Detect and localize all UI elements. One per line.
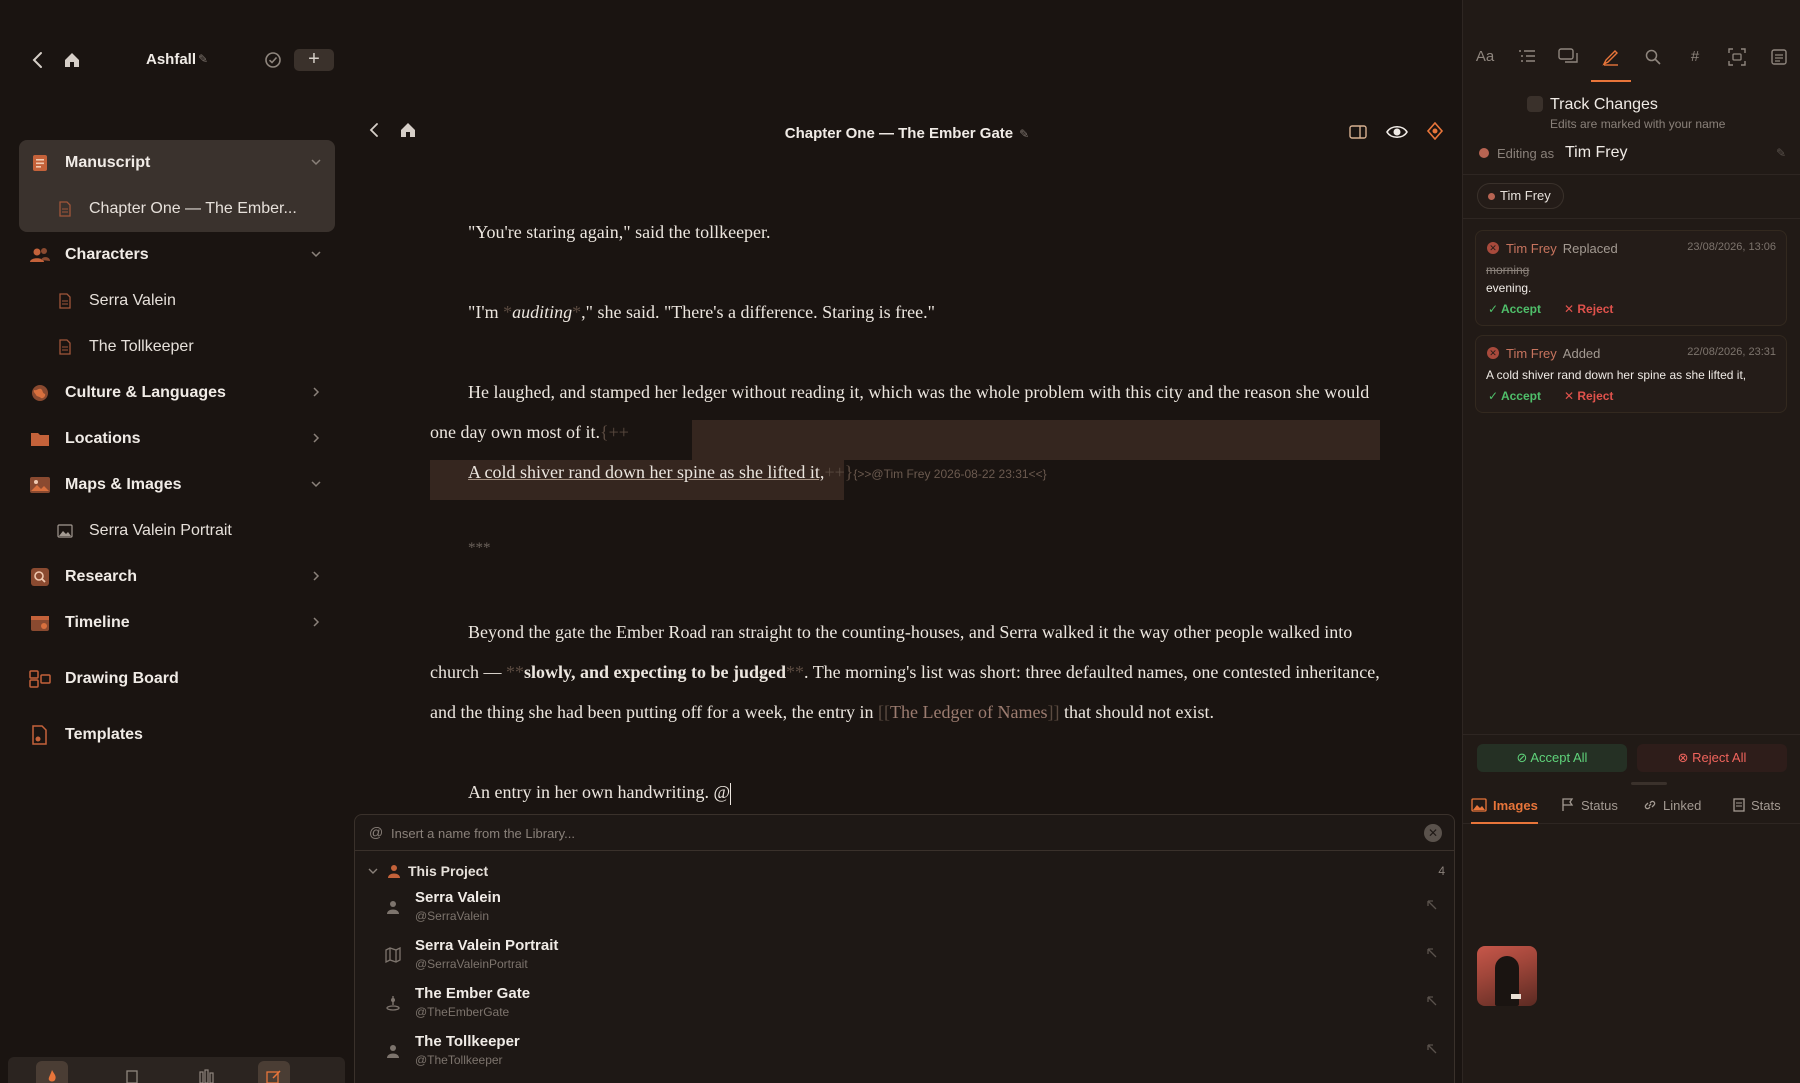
reject-label: Reject [1577,389,1614,403]
mention-item-handle: @TheTollkeeper [415,1053,503,1067]
tab-typography[interactable] [1465,48,1505,82]
mention-group-count: 4 [1438,864,1445,878]
close-icon[interactable]: ✕ [1424,824,1442,842]
split-view-icon[interactable] [1349,124,1367,140]
tab-outline[interactable] [1507,48,1547,82]
tab-status[interactable] [1561,798,1618,824]
bold-marker: ** [786,662,805,682]
edit-name-icon[interactable]: ✎ [1775,146,1786,160]
reject-circle-icon: ✕ [1487,242,1499,254]
templates-icon [29,724,51,746]
sidebar-item-label: Maps & Images [65,476,182,493]
arrow-up-left-icon [1426,1043,1438,1055]
preview-eye-icon[interactable] [1386,123,1408,141]
sidebar-item-manuscript[interactable] [19,140,335,186]
mention-item-name: The Ember Gate [415,985,531,1002]
tab-comments[interactable] [1549,48,1589,82]
mention-group-header[interactable] [367,861,1445,883]
bottom-panel-tabs [1463,792,1800,824]
mention-item-name: Serra Valein [415,889,501,906]
mention-item[interactable] [355,933,1454,979]
add-button[interactable]: + [294,49,334,71]
focus-mode-icon[interactable] [1426,122,1444,140]
mention-item[interactable] [355,1029,1454,1075]
inserted-text: A cold shiver rand down her spine as she lifted it, [468,462,825,482]
tab-linked-label: Linked [1663,798,1702,813]
mention-item[interactable] [355,981,1454,1027]
track-changes-title: Track Changes [1550,96,1658,113]
sidebar-item-drawing-board[interactable] [19,656,335,702]
tab-track-changes[interactable] [1591,48,1631,82]
sidebar-item-label: Culture & Languages [65,384,226,401]
accept-button[interactable]: ✓ Accept [1488,302,1541,316]
back-icon[interactable] [28,50,48,70]
author-filter-chip[interactable]: Tim Frey [1477,183,1564,209]
document-title[interactable] [352,125,1462,142]
paragraph [430,372,1380,452]
italic-marker: * [503,302,513,322]
mention-popup [354,814,1455,1083]
tracked-insertion[interactable] [430,452,1380,494]
sidebar-bottom-toolbar [8,1057,345,1083]
editor-header [352,108,1462,150]
project-title[interactable]: Ashfall [146,51,197,68]
reject-button[interactable]: ✕ Reject [1564,302,1614,316]
drawing-board-icon [29,668,51,690]
editing-as-name[interactable]: Tim Frey [1565,144,1628,161]
arrow-up-left-icon [1426,947,1438,959]
mention-item-handle: @SerraValein [415,909,489,923]
paragraph-text: "You're staring again," said the tollkeeper. [468,222,771,242]
research-icon [29,566,51,588]
paragraph-text: An entry in her own handwriting. @ [468,782,731,802]
paragraph [430,292,1380,332]
deleted-text: morning [1486,263,1530,277]
comments-icon [1558,48,1580,66]
sidebar-item-maps-images[interactable] [19,462,335,508]
document-icon [57,339,73,355]
chevron-right-icon[interactable] [309,431,323,445]
link-bracket: [[ [878,702,891,722]
change-date: 22/08/2026, 23:31 [1687,346,1776,358]
mention-item-handle: @TheEmberGate [415,1005,510,1019]
insertion-marker: {++ [599,422,629,442]
tab-search[interactable] [1633,48,1673,82]
reject-all-button[interactable]: ⊗ Reject All [1637,744,1787,772]
accept-label: Accept [1500,389,1541,403]
check-circle-icon[interactable] [264,51,282,69]
sidebar-item-characters[interactable] [19,232,335,278]
bold-text: slowly, and expecting to be judged [523,662,787,682]
flag-icon [1561,798,1575,812]
timeline-icon [29,612,51,634]
mention-item[interactable] [355,885,1454,931]
divider [1463,218,1800,219]
panel-resize-handle[interactable] [1631,782,1667,785]
image-thumbnail[interactable] [1477,946,1537,1006]
change-author [1506,241,1618,256]
paragraph-text: "I'm [468,302,504,322]
hash-icon: # [1690,48,1700,65]
tab-images[interactable] [1471,798,1538,824]
track-changes-toggle[interactable] [1527,96,1543,112]
paragraph [430,612,1380,732]
text-cursor [730,783,731,805]
paragraph [430,772,1380,812]
person-icon [385,899,401,915]
author-color-dot [1479,148,1489,158]
insertion-marker: ++} [824,462,854,482]
tab-images-label: Images [1493,798,1538,813]
globe-icon [29,382,51,404]
paragraph-text: Beyond the gate the Ember Road ran straight to the counting-houses, and Serra walked it the way other people walked into church — [430,622,1353,682]
arrow-up-left-icon [1426,995,1438,1007]
notes-icon [1770,48,1788,66]
reject-button[interactable]: ✕ Reject [1564,389,1614,403]
chevron-right-icon[interactable] [309,385,323,399]
change-type: Added [1562,346,1601,361]
sidebar-item-serra-valein-portrait[interactable] [19,508,335,554]
person-icon [385,1043,401,1059]
sidebar-item-label: Serra Valein [89,292,176,309]
folder-icon [29,428,51,450]
image-icon [57,523,73,539]
link-icon [1643,798,1657,812]
change-date: 23/08/2026, 13:06 [1687,241,1776,253]
location-pin-icon [385,995,401,1011]
font-icon: Aa [1475,48,1495,65]
tab-status-label: Status [1581,798,1618,813]
outline-list-icon [1518,48,1536,64]
home-icon[interactable] [62,50,82,70]
sidebar-item-label: Serra Valein Portrait [89,522,232,539]
divider [1463,734,1800,735]
search-icon [1644,48,1662,66]
tab-stats-label: Stats [1751,798,1781,813]
accept-all-label: Accept All [1530,750,1588,765]
arrow-up-left-icon [1426,899,1438,911]
portrait-book [1511,994,1521,999]
inspector-panel [1462,0,1800,1083]
added-text: A cold shiver rand down her spine as she lifted it, [1486,368,1747,382]
added-text: evening. [1486,281,1532,295]
sidebar-item-label: Drawing Board [65,670,179,687]
image-icon [29,474,51,496]
mention-search-input[interactable] [391,823,1291,843]
accept-label: Accept [1500,302,1541,316]
tab-snapshot[interactable] [1717,48,1757,82]
italic-marker: * [572,302,582,322]
paragraph-text: He laughed, and stamped her ledger without reading it, which was the whole problem with this city and the reason she would one day own most of it. [430,382,1370,442]
chevron-down-icon[interactable] [309,247,323,261]
wiki-link[interactable]: The Ledger of Names [890,702,1048,722]
editing-as-label: Editing as [1497,146,1555,161]
tab-linked[interactable] [1643,798,1701,824]
mention-item-name: Serra Valein Portrait [415,937,559,954]
sidebar-item-label: Research [65,568,138,585]
accept-all-button[interactable]: ⊘ Accept All [1477,744,1627,772]
sidebar-item-label: Locations [65,430,141,447]
mention-item-handle: @SerraValeinPortrait [415,957,528,971]
map-icon [385,947,401,963]
characters-icon [29,244,51,266]
sidebar-item-templates[interactable] [19,712,335,758]
divider [1463,174,1800,175]
sidebar-item-label: Chapter One — The Ember... [89,200,297,217]
tab-tags[interactable] [1675,48,1715,82]
mention-search-bar [355,815,1454,851]
change-author-name: Tim Frey [1506,346,1557,361]
accept-button[interactable]: ✓ Accept [1488,389,1541,403]
manuscript-icon [29,152,51,174]
library-tree [19,140,335,758]
change-comment: {>>@Tim Frey 2026-08-22 23:31<<} [853,467,1047,481]
edit-project-icon[interactable]: ✎ [198,52,209,66]
person-icon [387,864,401,878]
mention-group-label: This Project [408,863,489,879]
paragraph-text: . The morning's list was short: three defaulted names, one contested inheritance, and the thing she had been putting off for a week, the entry in [430,662,1380,722]
sidebar-item-culture-languages[interactable] [19,370,335,416]
reject-circle-icon: ✕ [1487,347,1499,359]
sidebar-item-research[interactable] [19,554,335,600]
sidebar-item-timeline[interactable] [19,600,335,646]
document-title-text: Chapter One — The Ember Gate [784,125,1014,142]
chevron-down-icon[interactable] [367,865,379,877]
edit-title-icon[interactable]: ✎ [1019,127,1030,141]
sidebar [0,0,352,1083]
compose-icon[interactable] [258,1061,290,1083]
library-icon[interactable] [191,1061,223,1083]
track-changes-subtitle: Edits are marked with your name [1550,117,1726,131]
chevron-right-icon[interactable] [309,569,323,583]
link-bracket: ]] [1047,702,1060,722]
paragraph-text: ," she said. "There's a difference. Staring is free." [581,302,935,322]
reject-all-label: Reject All [1692,750,1747,765]
sidebar-item-the-tollkeeper[interactable] [19,324,335,370]
change-author [1506,346,1600,361]
flame-icon[interactable] [36,1061,68,1083]
scene-break: *** [468,540,491,556]
snapshot-icon [1728,48,1746,66]
reject-label: Reject [1577,302,1614,316]
images-icon [1471,798,1487,812]
sidebar-item-chapter-one[interactable] [19,186,335,232]
change-type: Replaced [1562,241,1618,256]
sidebar-item-label: Manuscript [65,154,151,171]
pen-icon [1602,48,1620,66]
chevron-down-icon[interactable] [309,155,323,169]
change-card[interactable] [1475,335,1787,413]
paragraph [430,212,1380,252]
mention-item-name: The Tollkeeper [415,1033,520,1050]
document-icon [57,293,73,309]
paragraph-text: that should not exist. [1059,702,1214,722]
sidebar-header [20,42,332,78]
change-card[interactable] [1475,230,1787,326]
chevron-right-icon[interactable] [309,615,323,629]
inspector-tabs [1463,40,1800,82]
sidebar-item-label: Timeline [65,614,130,631]
sidebar-item-label: Characters [65,246,149,263]
italic-text: auditing [512,302,573,322]
stats-icon [1733,798,1745,812]
sidebar-item-serra-valein[interactable] [19,278,335,324]
sidebar-item-label: Templates [65,726,143,743]
chevron-down-icon[interactable] [309,477,323,491]
tab-notes[interactable] [1759,48,1799,82]
book-icon[interactable] [116,1061,148,1083]
bold-marker: ** [505,662,524,682]
change-author-name: Tim Frey [1506,241,1557,256]
sidebar-item-label: The Tollkeeper [89,338,194,355]
tab-stats[interactable] [1733,798,1781,824]
at-sign-icon: @ [369,824,384,840]
document-icon [57,201,73,217]
sidebar-item-locations[interactable] [19,416,335,462]
